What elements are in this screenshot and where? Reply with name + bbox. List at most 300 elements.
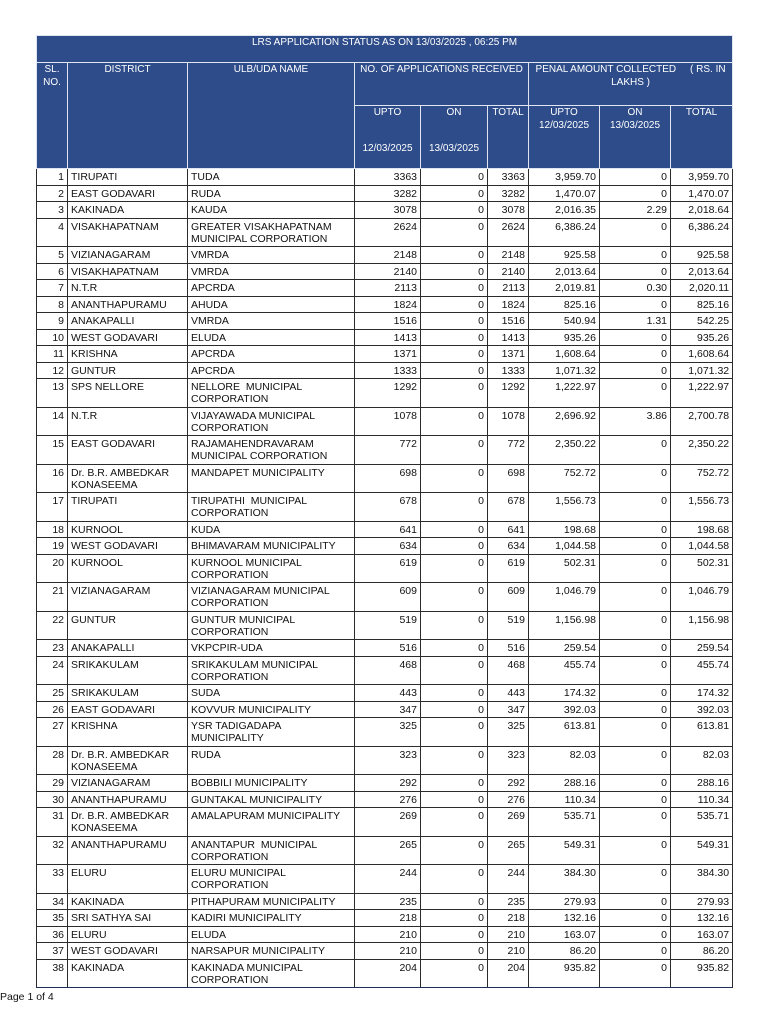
penal-on-cell: 0	[600, 791, 671, 808]
table-row	[37, 893, 733, 910]
ulb-name-cell: BOBBILI MUNICIPALITY	[188, 775, 355, 792]
penal-upto-cell: 1,044.58	[529, 538, 600, 555]
sl-no-cell: 37	[37, 943, 68, 960]
sl-no-header: SL. NO.	[37, 63, 68, 169]
penal-on-cell: 0	[600, 718, 671, 747]
table-row	[37, 746, 733, 775]
table-row	[37, 910, 733, 927]
penal-total-cell: 1,071.32	[671, 362, 733, 379]
applications-on-cell: 0	[421, 775, 488, 792]
sl-no-cell: 21	[37, 583, 68, 612]
district-cell: WEST GODAVARI	[68, 538, 188, 555]
applications-upto-cell: 698	[355, 464, 421, 493]
district-cell: ELURU	[68, 926, 188, 943]
sl-no-cell: 14	[37, 407, 68, 436]
applications-on-cell: 0	[421, 218, 488, 247]
applications-on-cell: 0	[421, 836, 488, 865]
district-cell: VIZIANAGARAM	[68, 775, 188, 792]
ulb-name-cell: RUDA	[188, 746, 355, 775]
table-row	[37, 701, 733, 718]
table-row	[37, 280, 733, 297]
applications-upto-cell: 678	[355, 493, 421, 522]
applications-on-cell: 0	[421, 379, 488, 408]
penal-total-cell: 1,046.79	[671, 583, 733, 612]
table-row	[37, 436, 733, 465]
applications-upto-cell: 325	[355, 718, 421, 747]
penal-total-cell: 163.07	[671, 926, 733, 943]
district-cell: N.T.R	[68, 407, 188, 436]
district-cell: KURNOOL	[68, 554, 188, 583]
table-row	[37, 379, 733, 408]
table-row	[37, 263, 733, 280]
penal-total-cell: 259.54	[671, 640, 733, 657]
penal-total-cell: 1,556.73	[671, 493, 733, 522]
penal-total-cell: 455.74	[671, 656, 733, 685]
applications-total-cell: 519	[488, 611, 529, 640]
applications-on-cell: 0	[421, 313, 488, 330]
penal-upto-cell: 110.34	[529, 791, 600, 808]
penal-on-cell: 0	[600, 263, 671, 280]
penal-on-cell: 0	[600, 538, 671, 555]
district-cell: ELURU	[68, 865, 188, 894]
ulb-name-cell: ELURU MUNICIPAL CORPORATION	[188, 865, 355, 894]
penal-total-cell: 86.20	[671, 943, 733, 960]
sl-no-cell: 4	[37, 218, 68, 247]
applications-total-cell: 678	[488, 493, 529, 522]
ulb-name-cell: RAJAMAHENDRAVARAM MUNICIPAL CORPORATION	[188, 436, 355, 465]
penal-upto-cell: 2,013.64	[529, 263, 600, 280]
applications-upto-cell: 1333	[355, 362, 421, 379]
penal-upto-date: 12/03/2025	[538, 119, 590, 131]
district-cell: SRI SATHYA SAI	[68, 910, 188, 927]
applications-on-cell: 0	[421, 791, 488, 808]
applications-on-cell: 0	[421, 893, 488, 910]
penal-on-cell: 0	[600, 910, 671, 927]
penal-total-cell: 1,470.07	[671, 185, 733, 202]
penal-on-cell: 0	[600, 554, 671, 583]
applications-upto-cell: 516	[355, 640, 421, 657]
ulb-name-cell: GUNTAKAL MUNICIPALITY	[188, 791, 355, 808]
sl-no-cell: 6	[37, 263, 68, 280]
penal-amount-header: PENAL AMOUNT COLLECTED ( RS. IN LAKHS )	[529, 63, 733, 106]
applications-upto-cell: 641	[355, 521, 421, 538]
penal-upto-cell: 502.31	[529, 554, 600, 583]
penal-on-cell: 0	[600, 640, 671, 657]
ulb-name-cell: RUDA	[188, 185, 355, 202]
sl-no-cell: 30	[37, 791, 68, 808]
ulb-name-cell: BHIMAVARAM MUNICIPALITY	[188, 538, 355, 555]
penal-total-cell: 1,044.58	[671, 538, 733, 555]
penal-upto-cell: 1,156.98	[529, 611, 600, 640]
sl-no-cell: 17	[37, 493, 68, 522]
penal-on-cell: 0	[600, 379, 671, 408]
applications-total-cell: 641	[488, 521, 529, 538]
ulb-name-cell: NELLORE MUNICIPAL CORPORATION	[188, 379, 355, 408]
applications-total-cell: 634	[488, 538, 529, 555]
applications-on-cell: 0	[421, 202, 488, 219]
ulb-name-cell: VMRDA	[188, 247, 355, 264]
penal-on-cell: 0	[600, 493, 671, 522]
penal-upto-cell: 174.32	[529, 685, 600, 702]
sl-no-cell: 33	[37, 865, 68, 894]
applications-on-cell: 0	[421, 865, 488, 894]
ulb-name-header: ULB/UDA NAME	[188, 63, 355, 169]
ulb-name-cell: APCRDA	[188, 280, 355, 297]
applications-upto-cell: 1824	[355, 296, 421, 313]
applications-upto-cell: 347	[355, 701, 421, 718]
penal-total-cell: 935.82	[671, 959, 733, 988]
sl-no-cell: 8	[37, 296, 68, 313]
applications-upto-cell: 468	[355, 656, 421, 685]
penal-on-cell: 0	[600, 247, 671, 264]
page-number: Page 1 of 4	[0, 991, 54, 1003]
applications-upto-cell: 323	[355, 746, 421, 775]
table-row	[37, 656, 733, 685]
table-row	[37, 218, 733, 247]
applications-on-cell: 0	[421, 959, 488, 988]
ulb-name-cell: ELUDA	[188, 926, 355, 943]
ulb-name-cell: SUDA	[188, 685, 355, 702]
penal-on-cell: 0	[600, 329, 671, 346]
table-row	[37, 554, 733, 583]
penal-upto-cell: 925.58	[529, 247, 600, 264]
penal-upto-cell: 540.94	[529, 313, 600, 330]
penal-total-cell: 110.34	[671, 791, 733, 808]
applications-upto-cell: 2113	[355, 280, 421, 297]
applications-total-header: TOTAL	[488, 106, 529, 169]
penal-upto-cell: 752.72	[529, 464, 600, 493]
applications-total-cell: 698	[488, 464, 529, 493]
district-cell: EAST GODAVARI	[68, 701, 188, 718]
district-cell: TIRUPATI	[68, 493, 188, 522]
table-row	[37, 583, 733, 612]
district-cell: SPS NELLORE	[68, 379, 188, 408]
penal-upto-cell: 1,222.97	[529, 379, 600, 408]
applications-upto-cell: 519	[355, 611, 421, 640]
table-row	[37, 926, 733, 943]
sl-no-cell: 26	[37, 701, 68, 718]
ulb-name-cell: AHUDA	[188, 296, 355, 313]
district-cell: EAST GODAVARI	[68, 436, 188, 465]
ulb-name-cell: NARSAPUR MUNICIPALITY	[188, 943, 355, 960]
applications-upto-cell: 1078	[355, 407, 421, 436]
penal-upto-cell: 1,046.79	[529, 583, 600, 612]
sl-no-cell: 38	[37, 959, 68, 988]
table-title: LRS APPLICATION STATUS AS ON 13/03/2025 , 06:25 PM	[37, 36, 733, 63]
district-cell: N.T.R	[68, 280, 188, 297]
district-cell: ANANTHAPURAMU	[68, 836, 188, 865]
applications-on-cell: 0	[421, 926, 488, 943]
penal-total-cell: 825.16	[671, 296, 733, 313]
ulb-name-cell: KADIRI MUNICIPALITY	[188, 910, 355, 927]
district-cell: ANAKAPALLI	[68, 313, 188, 330]
penal-total-cell: 132.16	[671, 910, 733, 927]
applications-upto-cell: 292	[355, 775, 421, 792]
penal-on-cell: 0	[600, 775, 671, 792]
table-row	[37, 718, 733, 747]
table-row	[37, 538, 733, 555]
applications-upto-cell: 619	[355, 554, 421, 583]
applications-on-cell: 0	[421, 718, 488, 747]
applications-total-cell: 235	[488, 893, 529, 910]
penal-upto-cell: 82.03	[529, 746, 600, 775]
applications-total-cell: 269	[488, 808, 529, 837]
penal-total-cell: 2,020.11	[671, 280, 733, 297]
penal-upto-cell: 1,556.73	[529, 493, 600, 522]
district-cell: KAKINADA	[68, 959, 188, 988]
penal-upto-cell: 132.16	[529, 910, 600, 927]
penal-upto-cell: 935.82	[529, 959, 600, 988]
sl-no-cell: 20	[37, 554, 68, 583]
applications-total-cell: 1516	[488, 313, 529, 330]
district-cell: ANANTHAPURAMU	[68, 791, 188, 808]
applications-on-cell: 0	[421, 493, 488, 522]
applications-total-cell: 3078	[488, 202, 529, 219]
penal-on-header	[600, 106, 671, 169]
applications-received-header: NO. OF APPLICATIONS RECEIVED	[355, 63, 529, 106]
applications-upto-cell: 210	[355, 943, 421, 960]
district-cell: EAST GODAVARI	[68, 185, 188, 202]
penal-on-cell: 0	[600, 685, 671, 702]
applications-total-cell: 443	[488, 685, 529, 702]
lrs-status-table	[36, 35, 733, 988]
applications-on-cell: 0	[421, 746, 488, 775]
district-cell: Dr. B.R. AMBEDKAR KONASEEMA	[68, 464, 188, 493]
applications-on-cell: 0	[421, 808, 488, 837]
table-row	[37, 202, 733, 219]
penal-on-cell: 0	[600, 218, 671, 247]
sl-no-cell: 27	[37, 718, 68, 747]
penal-on-cell: 0	[600, 656, 671, 685]
applications-upto-cell: 1413	[355, 329, 421, 346]
applications-total-cell: 3282	[488, 185, 529, 202]
table-row	[37, 791, 733, 808]
applications-total-cell: 2624	[488, 218, 529, 247]
penal-upto-cell: 455.74	[529, 656, 600, 685]
ulb-name-cell: VKPCPIR-UDA	[188, 640, 355, 657]
applications-on-cell: 0	[421, 685, 488, 702]
penal-on-cell: 0	[600, 521, 671, 538]
table-header	[37, 36, 733, 169]
applications-upto-cell: 204	[355, 959, 421, 988]
applications-total-cell: 323	[488, 746, 529, 775]
applications-total-cell: 2140	[488, 263, 529, 280]
applications-total-cell: 516	[488, 640, 529, 657]
penal-total-cell: 2,700.78	[671, 407, 733, 436]
ulb-name-cell: KAUDA	[188, 202, 355, 219]
sl-no-cell: 31	[37, 808, 68, 837]
penal-total-cell: 82.03	[671, 746, 733, 775]
ulb-name-cell: GREATER VISAKHAPATNAM MUNICIPAL CORPORATION	[188, 218, 355, 247]
applications-on-cell: 0	[421, 280, 488, 297]
penal-total-cell: 198.68	[671, 521, 733, 538]
applications-upto-header	[355, 106, 421, 169]
ulb-name-cell: VIJAYAWADA MUNICIPAL CORPORATION	[188, 407, 355, 436]
ulb-name-cell: PITHAPURAM MUNICIPALITY	[188, 893, 355, 910]
applications-upto-cell: 2140	[355, 263, 421, 280]
table-row	[37, 296, 733, 313]
applications-upto-cell: 443	[355, 685, 421, 702]
ulb-name-cell: AMALAPURAM MUNICIPALITY	[188, 808, 355, 837]
sl-no-cell: 18	[37, 521, 68, 538]
applications-total-cell: 1824	[488, 296, 529, 313]
district-cell: KRISHNA	[68, 346, 188, 363]
penal-on-cell: 0	[600, 746, 671, 775]
table-body	[37, 169, 733, 988]
ulb-name-cell: MANDAPET MUNICIPALITY	[188, 464, 355, 493]
applications-upto-cell: 1371	[355, 346, 421, 363]
penal-on-cell: 0	[600, 346, 671, 363]
sl-no-cell: 9	[37, 313, 68, 330]
penal-total-cell: 549.31	[671, 836, 733, 865]
applications-upto-cell: 235	[355, 893, 421, 910]
penal-on-cell: 0	[600, 436, 671, 465]
applications-upto-cell: 3363	[355, 169, 421, 186]
applications-total-cell: 1292	[488, 379, 529, 408]
penal-on-cell: 0	[600, 296, 671, 313]
table-row	[37, 407, 733, 436]
applications-total-cell: 204	[488, 959, 529, 988]
table-row	[37, 493, 733, 522]
penal-on-cell: 0	[600, 926, 671, 943]
sl-no-cell: 36	[37, 926, 68, 943]
penal-upto-cell: 2,350.22	[529, 436, 600, 465]
applications-upto-cell: 1292	[355, 379, 421, 408]
penal-total-cell: 392.03	[671, 701, 733, 718]
applications-total-cell: 2113	[488, 280, 529, 297]
applications-on-cell: 0	[421, 701, 488, 718]
district-cell: WEST GODAVARI	[68, 943, 188, 960]
sl-no-cell: 23	[37, 640, 68, 657]
ulb-name-cell: SRIKAKULAM MUNICIPAL CORPORATION	[188, 656, 355, 685]
district-cell: KURNOOL	[68, 521, 188, 538]
applications-on-cell: 0	[421, 554, 488, 583]
penal-total-cell: 535.71	[671, 808, 733, 837]
penal-upto-label: UPTO	[550, 107, 578, 118]
applications-upto-cell: 218	[355, 910, 421, 927]
district-cell: Dr. B.R. AMBEDKAR KONASEEMA	[68, 746, 188, 775]
header-group-row	[37, 63, 733, 106]
ulb-name-cell: KAKINADA MUNICIPAL CORPORATION	[188, 959, 355, 988]
penal-total-cell: 2,350.22	[671, 436, 733, 465]
sl-no-cell: 7	[37, 280, 68, 297]
penal-upto-cell: 259.54	[529, 640, 600, 657]
applications-on-cell: 0	[421, 329, 488, 346]
applications-on-cell: 0	[421, 247, 488, 264]
penal-upto-cell: 163.07	[529, 926, 600, 943]
penal-upto-cell: 279.93	[529, 893, 600, 910]
applications-on-cell: 0	[421, 656, 488, 685]
penal-upto-cell: 535.71	[529, 808, 600, 837]
table-row	[37, 775, 733, 792]
district-cell: VIZIANAGARAM	[68, 247, 188, 264]
applications-on-cell: 0	[421, 296, 488, 313]
sl-no-cell: 15	[37, 436, 68, 465]
applications-total-cell: 325	[488, 718, 529, 747]
applications-total-cell: 3363	[488, 169, 529, 186]
penal-total-cell: 2,018.64	[671, 202, 733, 219]
applications-upto-cell: 2624	[355, 218, 421, 247]
penal-total-cell: 1,222.97	[671, 379, 733, 408]
penal-upto-header	[529, 106, 600, 169]
ulb-name-cell: TUDA	[188, 169, 355, 186]
sl-no-cell: 1	[37, 169, 68, 186]
penal-total-cell: 288.16	[671, 775, 733, 792]
ulb-name-cell: TIRUPATHI MUNICIPAL CORPORATION	[188, 493, 355, 522]
applications-total-cell: 1078	[488, 407, 529, 436]
applications-on-cell: 0	[421, 910, 488, 927]
district-cell: Dr. B.R. AMBEDKAR KONASEEMA	[68, 808, 188, 837]
penal-upto-cell: 1,470.07	[529, 185, 600, 202]
penal-on-cell: 0	[600, 362, 671, 379]
applications-upto-label: UPTO	[373, 107, 402, 118]
penal-upto-cell: 2,696.92	[529, 407, 600, 436]
penal-on-label: ON	[627, 107, 643, 118]
applications-total-cell: 2148	[488, 247, 529, 264]
ulb-name-cell: GUNTUR MUNICIPAL CORPORATION	[188, 611, 355, 640]
applications-total-cell: 276	[488, 791, 529, 808]
applications-total-cell: 1413	[488, 329, 529, 346]
penal-on-cell: 0	[600, 893, 671, 910]
sl-no-cell: 28	[37, 746, 68, 775]
table-row	[37, 464, 733, 493]
applications-upto-cell: 244	[355, 865, 421, 894]
table-row	[37, 247, 733, 264]
table-row	[37, 169, 733, 186]
applications-upto-cell: 609	[355, 583, 421, 612]
district-cell: TIRUPATI	[68, 169, 188, 186]
table-row	[37, 959, 733, 988]
penal-total-cell: 542.25	[671, 313, 733, 330]
ulb-name-cell: APCRDA	[188, 362, 355, 379]
applications-total-cell: 619	[488, 554, 529, 583]
applications-on-cell: 0	[421, 346, 488, 363]
table-row	[37, 685, 733, 702]
penal-upto-cell: 3,959.70	[529, 169, 600, 186]
applications-on-cell: 0	[421, 263, 488, 280]
penal-on-cell: 3.86	[600, 407, 671, 436]
penal-upto-cell: 1,608.64	[529, 346, 600, 363]
penal-on-cell: 2.29	[600, 202, 671, 219]
applications-upto-cell: 210	[355, 926, 421, 943]
table-row	[37, 611, 733, 640]
penal-on-cell: 0.30	[600, 280, 671, 297]
applications-total-cell: 772	[488, 436, 529, 465]
ulb-name-cell: ELUDA	[188, 329, 355, 346]
applications-on-cell: 0	[421, 185, 488, 202]
penal-on-cell: 0	[600, 611, 671, 640]
penal-on-date: 13/03/2025	[609, 119, 661, 131]
ulb-name-cell: ANANTAPUR MUNICIPAL CORPORATION	[188, 836, 355, 865]
penal-on-cell: 0	[600, 583, 671, 612]
table-row	[37, 185, 733, 202]
penal-upto-cell: 935.26	[529, 329, 600, 346]
penal-upto-cell: 825.16	[529, 296, 600, 313]
sl-no-cell: 16	[37, 464, 68, 493]
penal-total-cell: 502.31	[671, 554, 733, 583]
applications-on-cell: 0	[421, 943, 488, 960]
table-row	[37, 346, 733, 363]
sl-no-cell: 2	[37, 185, 68, 202]
penal-on-cell: 0	[600, 808, 671, 837]
district-cell: KRISHNA	[68, 718, 188, 747]
district-cell: KAKINADA	[68, 893, 188, 910]
applications-on-cell: 0	[421, 640, 488, 657]
penal-total-cell: 1,608.64	[671, 346, 733, 363]
penal-total-cell: 6,386.24	[671, 218, 733, 247]
applications-upto-cell: 772	[355, 436, 421, 465]
penal-total-cell: 2,013.64	[671, 263, 733, 280]
